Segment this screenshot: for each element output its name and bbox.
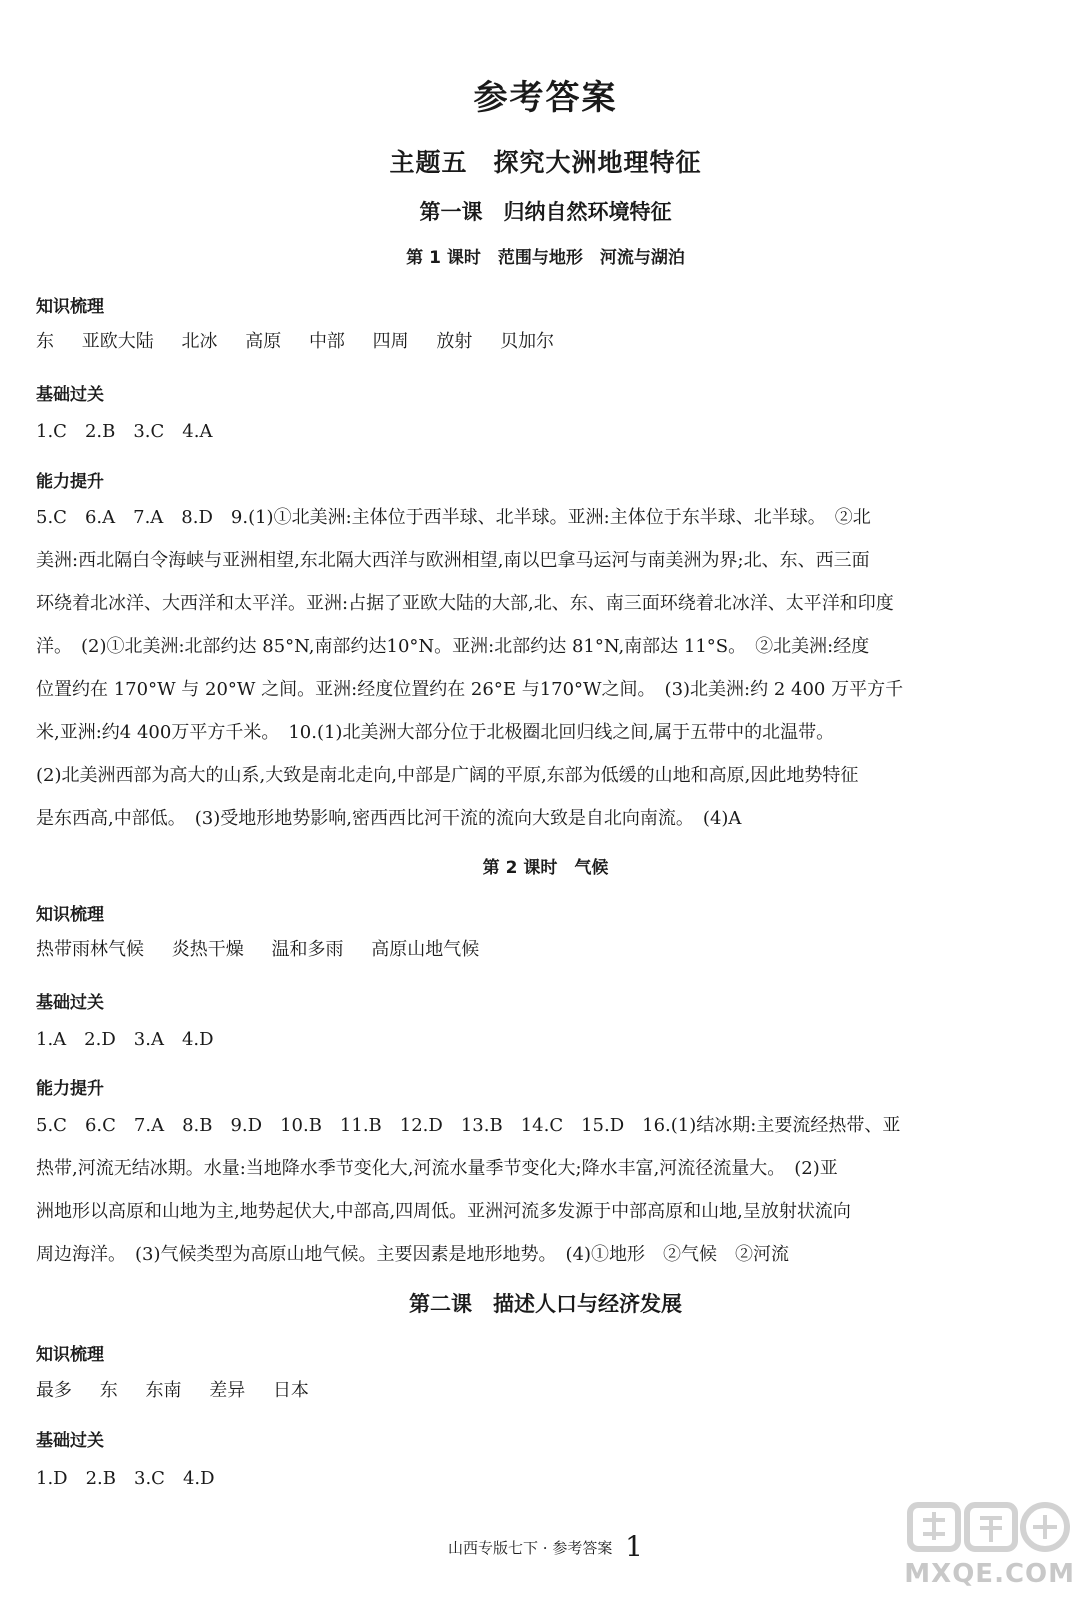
answer-item: 热带雨林气候 [36,939,144,960]
answer-line: 环绕着北冰洋、大西洋和太平洋。亚洲:占据了亚欧大陆的大部,北、东、南三面环绕着北冰洋、太平洋和印度 [36,593,894,614]
answer-line: 洋。 (2)①北美洲:北部约达 85°N,南部约达10°N。亚洲:北部约达 81°N,南部达 11°S。 ②北美洲:经度 [36,636,870,657]
answer-item: 温和多雨 [271,939,344,960]
footer-text: 山西专版七下 · 参考答案 [448,1539,613,1557]
period1-heading: 第 1 课时 范围与地形 河流与湖泊 [406,248,685,268]
answer-item: 东南 [145,1380,182,1401]
answer-item: 炎热干燥 [171,939,244,960]
watermark-logo-icon [905,1500,1075,1555]
l2-basic-answers: 1.D 2.B 3.C 4.D [36,1468,215,1489]
period2-heading: 第 2 课时 气候 [482,858,609,878]
p2-ability-label: 能力提升 [36,1079,104,1099]
answer-line: 周边海洋。 (3)气候类型为高原山地气候。主要因素是地形地势。 (4)①地形 ②气候 ②河流 [36,1244,789,1265]
watermark-text: MXQE.COM [904,1559,1075,1589]
answer-item: 高原 [245,331,282,352]
p2-knowledge-answers [36,941,1056,959]
answer-line: 美洲:西北隔白令海峡与亚洲相望,东北隔大西洋与欧洲相望,南以巴拿马运河与南美洲为界;北、东、西三面 [36,550,870,571]
p2-knowledge-label: 知识梳理 [36,905,104,925]
page-title: 参考答案 [473,78,618,118]
answer-item: 中部 [308,331,345,352]
answer-item: 北冰 [181,331,218,352]
answer-item: 日本 [272,1380,309,1401]
answer-item: 东 [36,331,54,352]
answer-line: 位置约在 170°W 与 20°W 之间。亚洲:经度位置约在 26°E 与170°W之间。 (3)北美洲:约 2 400 万平方千 [36,679,904,700]
p1-knowledge-label: 知识梳理 [36,297,104,317]
watermark [895,1500,1085,1595]
p2-basic-label: 基础过关 [36,993,104,1013]
answer-line: 是东西高,中部低。 (3)受地形地势影响,密西西比河干流的流向大致是自北向南流。 (4)A [36,808,742,829]
l2-knowledge-label: 知识梳理 [36,1345,104,1365]
answer-line: 洲地形以高原和山地为主,地势起伏大,中部高,四周低。亚洲河流多发源于中部高原和山地,呈放射状流向 [36,1201,851,1222]
answer-item: 差异 [209,1380,246,1401]
p2-ability-answers [36,1111,1056,1283]
lesson1-heading: 第一课 归纳自然环境特征 [419,200,672,224]
theme-heading: 主题五 探究大洲地理特征 [389,148,702,177]
answer-item: 亚欧大陆 [81,331,154,352]
p2-basic-answers: 1.A 2.D 3.A 4.D [36,1029,214,1050]
lesson2-heading: 第二课 描述人口与经济发展 [409,1292,682,1316]
answer-item: 最多 [36,1380,72,1401]
l2-knowledge-answers [36,1382,1056,1400]
answer-line: 米,亚洲:约4 400万平方千米。 10.(1)北美洲大部分位于北极圈北回归线之间,属于五带中的北温带。 [36,722,835,743]
l2-basic-label: 基础过关 [36,1431,104,1451]
answer-item: 放射 [436,331,473,352]
answer-item: 高原山地气候 [371,939,480,960]
p1-ability-label: 能力提升 [36,472,104,492]
p1-knowledge-answers [36,333,1056,351]
answer-line: 5.C 6.C 7.A 8.B 9.D 10.B 11.B 12.D 13.B 14.C 15.D 16.(1)结冰期:主要流经热带、亚 [36,1115,901,1136]
answer-item: 东 [99,1380,118,1401]
answer-item: 四周 [372,331,409,352]
p1-basic-label: 基础过关 [36,385,104,405]
answer-line: 5.C 6.A 7.A 8.D 9.(1)①北美洲:主体位于西半球、北半球。亚洲:主体位于东半球、北半球。 ②北 [36,507,871,528]
answer-line: 热带,河流无结冰期。水量:当地降水季节变化大,河流水量季节变化大;降水丰富,河流径流量大。 (2)亚 [36,1158,838,1179]
answer-line: (2)北美洲西部为高大的山系,大致是南北走向,中部是广阔的平原,东部为低缓的山地和高原,因此地势特征 [36,765,859,786]
p1-basic-answers: 1.C 2.B 3.C 4.A [36,421,213,442]
p1-ability-answers [36,503,1056,847]
page-number: 1 [625,1530,643,1563]
answer-item: 贝加尔 [500,331,555,352]
